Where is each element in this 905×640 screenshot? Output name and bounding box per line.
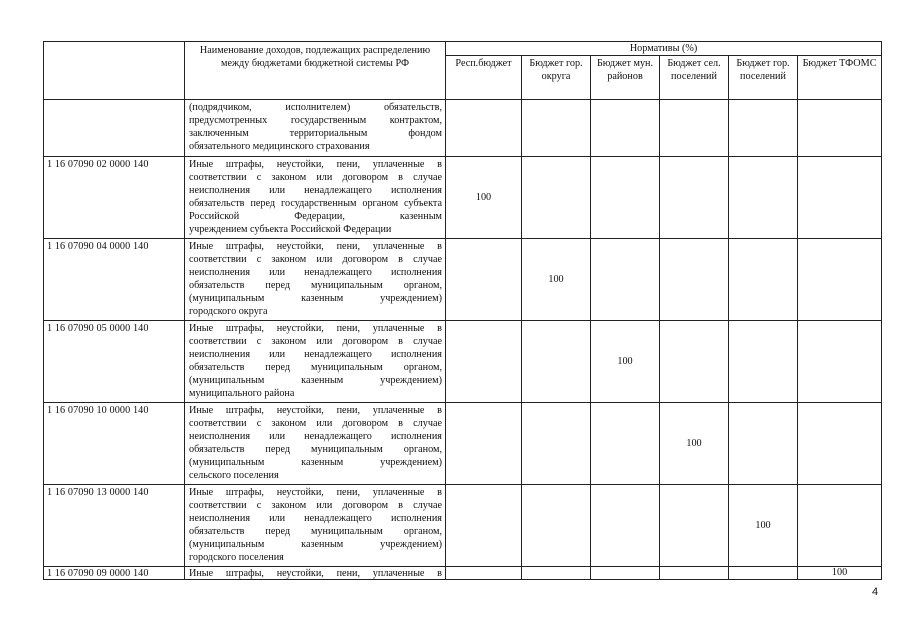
normatives-table (43, 41, 882, 580)
value-cell (446, 403, 522, 485)
value-cell (446, 485, 522, 567)
header-code-cell (44, 42, 185, 100)
value-cell (798, 403, 882, 485)
table-row (44, 485, 882, 567)
value-cell (522, 403, 591, 485)
col-header-gor-okruga: Бюджет гор. округа (522, 56, 591, 100)
row-code: 1 16 07090 02 0000 140 (44, 157, 185, 239)
value-cell: 100 (591, 321, 660, 403)
table-row (44, 321, 882, 403)
row-name: Иные штрафы, неустойки, пени, уплаченные в соответствии с законом или договором в случае неисполнения или ненадлежащего исполнения обязательств перед муниципальным органом, (муниципальным казенным учреждением) сельского поселения (185, 403, 446, 485)
row-name: Иные штрафы, неустойки, пени, уплаченные в соответствии с законом или договором в случае неисполнения или ненадлежащего исполнения обязательств перед муниципальным органом, (муниципальным казенным учреждением) муниципального района (185, 321, 446, 403)
col-header-tfoms: Бюджет ТФОМС (798, 56, 882, 100)
value-cell (446, 239, 522, 321)
col-header-mun-rayonov: Бюджет мун. районов (591, 56, 660, 100)
value-cell (798, 100, 882, 157)
table-row (44, 100, 882, 157)
value-cell (591, 403, 660, 485)
row-name: Иные штрафы, неустойки, пени, уплаченные в соответствии с законом или договором в случае неисполнения или ненадлежащего исполнения обязательств перед муниципальным органом, (муниципальным казенным учреждением) городского округа (185, 239, 446, 321)
value-cell (660, 485, 729, 567)
value-cell (798, 239, 882, 321)
value-cell (591, 485, 660, 567)
header-row-top (44, 42, 882, 56)
value-cell (660, 239, 729, 321)
header-normatives: Нормативы (%) (446, 42, 882, 56)
value-cell (446, 321, 522, 403)
value-cell (591, 100, 660, 157)
row-code: 1 16 07090 05 0000 140 (44, 321, 185, 403)
row-name: Иные штрафы, неустойки, пени, уплаченные в соответствии с законом или договором в случае неисполнения или ненадлежащего исполнения обязательств перед государственным органом субъекта Российской Федерации, казенным учреждением субъекта Российской Федерации (185, 157, 446, 239)
value-cell (798, 157, 882, 239)
row-code: 1 16 07090 09 0000 140 (44, 567, 185, 580)
table-row (44, 403, 882, 485)
table-row (44, 567, 882, 580)
value-cell (798, 321, 882, 403)
value-cell (591, 567, 660, 580)
value-cell (660, 100, 729, 157)
value-cell (591, 239, 660, 321)
page-number: 4 (872, 586, 879, 598)
value-cell (729, 321, 798, 403)
row-name: Иные штрафы, неустойки, пени, уплаченные в соответствии с законом или договором в случае неисполнения или ненадлежащего исполнения обязательств перед муниципальным органом, (муниципальным казенным учреждением) городского поселения (185, 485, 446, 567)
value-cell: 100 (729, 485, 798, 567)
value-cell: 100 (660, 403, 729, 485)
value-cell: 100 (446, 157, 522, 239)
value-cell: 100 (522, 239, 591, 321)
row-code: 1 16 07090 10 0000 140 (44, 403, 185, 485)
table-row (44, 157, 882, 239)
value-cell (798, 485, 882, 567)
value-cell (660, 157, 729, 239)
value-cell (729, 100, 798, 157)
header-name-cell: Наименование доходов, подлежащих распределению между бюджетами бюджетной системы РФ (185, 42, 446, 100)
value-cell: 100 (798, 567, 882, 580)
value-cell (660, 321, 729, 403)
value-cell (522, 157, 591, 239)
row-name: (подрядчиком, исполнителем) обязательств, предусмотренных государственным контрактом, заключенным территориальным фондом обязательного медицинского страхования (185, 100, 446, 157)
value-cell (660, 567, 729, 580)
value-cell (446, 100, 522, 157)
value-cell (729, 157, 798, 239)
value-cell (522, 321, 591, 403)
value-cell (729, 403, 798, 485)
col-header-sel-poseleniy: Бюджет сел. поселений (660, 56, 729, 100)
col-header-gor-poseleniy: Бюджет гор. поселений (729, 56, 798, 100)
value-cell (522, 485, 591, 567)
value-cell (446, 567, 522, 580)
row-code: 1 16 07090 04 0000 140 (44, 239, 185, 321)
value-cell (591, 157, 660, 239)
row-name: Иные штрафы, неустойки, пени, уплаченные в (185, 567, 446, 580)
row-code: 1 16 07090 13 0000 140 (44, 485, 185, 567)
value-cell (522, 567, 591, 580)
row-code (44, 100, 185, 157)
value-cell (729, 567, 798, 580)
col-header-resp: Респ.бюджет (446, 56, 522, 100)
value-cell (522, 100, 591, 157)
value-cell (729, 239, 798, 321)
table-row (44, 239, 882, 321)
